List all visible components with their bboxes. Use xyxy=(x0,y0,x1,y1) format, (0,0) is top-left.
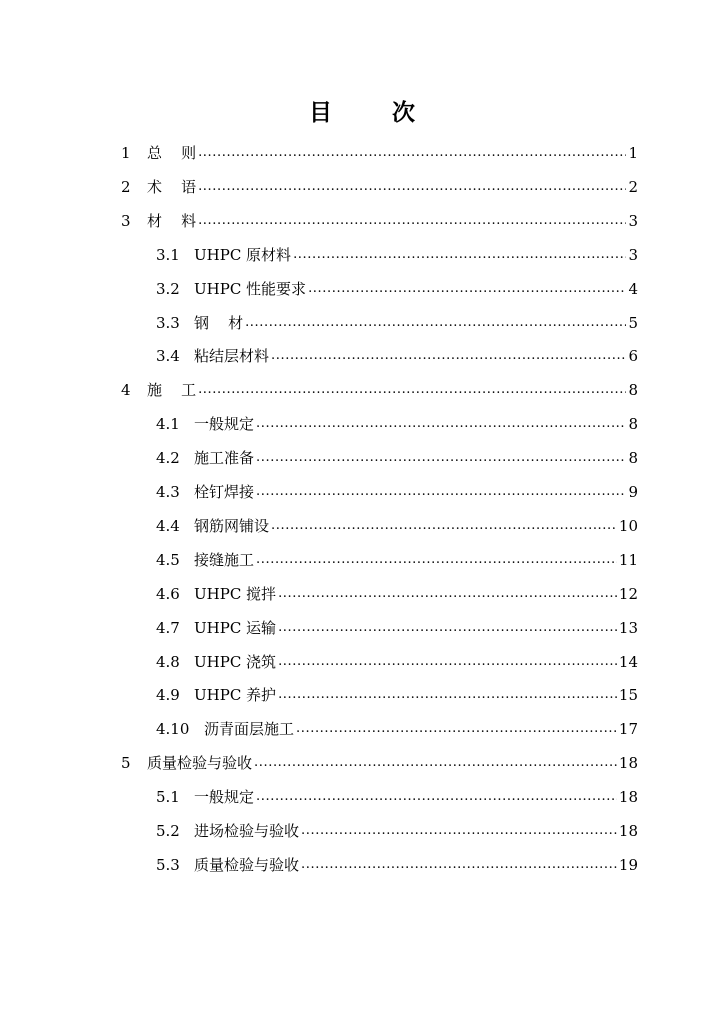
toc-entry[interactable] xyxy=(156,645,638,679)
toc-entry-title: UHPC 养护 xyxy=(194,686,277,705)
toc-entry-number: 5.1 xyxy=(156,788,180,807)
toc-entry[interactable] xyxy=(156,509,638,543)
toc-dot-leader xyxy=(198,136,626,170)
toc-dot-leader xyxy=(245,306,626,340)
toc-dot-leader xyxy=(256,407,626,441)
toc-entry-number: 4.8 xyxy=(156,652,180,671)
toc-dot-leader xyxy=(296,712,617,746)
toc-dot-leader xyxy=(278,678,617,712)
toc-entry-title: UHPC 原材料 xyxy=(194,245,292,264)
toc-dot-leader xyxy=(256,780,617,814)
page-title: 目 次 xyxy=(308,99,441,126)
toc-entry-title: UHPC 运输 xyxy=(194,618,277,637)
toc-dot-leader xyxy=(278,645,617,679)
toc-entry-number: 5.2 xyxy=(156,822,180,840)
toc-entry-number: 4.2 xyxy=(156,449,180,468)
toc-entry-number: 3.2 xyxy=(156,279,180,298)
toc-entry[interactable] xyxy=(121,373,638,407)
toc-entry-number: 3.1 xyxy=(156,245,180,264)
toc-entry-title: 总 则 xyxy=(147,144,197,162)
toc-entry-number: 4.5 xyxy=(156,550,180,569)
toc-entry-title: UHPC 浇筑 xyxy=(194,652,277,671)
toc-entry-page-number: 17 xyxy=(618,720,638,739)
toc-entry[interactable] xyxy=(121,204,638,238)
toc-entry[interactable] xyxy=(156,712,638,746)
toc-entry-number: 2 xyxy=(121,177,131,196)
toc-entry-page-number: 5 xyxy=(628,313,638,332)
toc-entry[interactable] xyxy=(156,339,638,373)
toc-entry-title: 材 料 xyxy=(147,211,197,230)
toc-entry[interactable] xyxy=(156,814,638,848)
toc-entry-number: 4.10 xyxy=(156,720,190,739)
toc-entry[interactable] xyxy=(156,475,638,509)
toc-entry-title: 质量检验与验收 xyxy=(147,754,253,773)
toc-entry-title: 质量检验与验收 xyxy=(194,855,300,874)
toc-dot-leader xyxy=(301,814,617,848)
toc-entry-title: 钢筋网铺设 xyxy=(194,516,270,535)
toc-entry[interactable] xyxy=(156,238,638,272)
toc-entry[interactable] xyxy=(156,780,638,814)
toc-entry-number: 3 xyxy=(121,211,131,230)
toc-entry-title: 接缝施工 xyxy=(194,550,255,569)
toc-entry[interactable] xyxy=(156,272,638,306)
toc-entry-number: 4.3 xyxy=(156,483,180,501)
toc-dot-leader xyxy=(293,238,626,272)
toc-dot-leader xyxy=(271,509,617,543)
toc-entry-title: UHPC 性能要求 xyxy=(194,279,307,298)
toc-entry-number: 4 xyxy=(121,381,131,400)
toc-entry-title: 粘结层材料 xyxy=(194,347,270,366)
toc-entry-page-number: 18 xyxy=(618,822,638,840)
toc-dot-leader xyxy=(271,339,626,373)
toc-entry-number: 3.4 xyxy=(156,347,180,366)
toc-dot-leader xyxy=(301,848,617,882)
toc-entry-number: 4.4 xyxy=(156,516,180,535)
toc-entry-page-number: 4 xyxy=(628,279,638,298)
toc-entry[interactable] xyxy=(121,136,638,170)
toc-dot-leader xyxy=(198,204,626,238)
toc-dot-leader xyxy=(278,577,617,611)
toc-entry[interactable] xyxy=(156,407,638,441)
toc-entry-page-number: 6 xyxy=(628,347,638,366)
toc-entry-page-number: 8 xyxy=(628,381,638,400)
toc-entry-title: 进场检验与验收 xyxy=(194,822,300,840)
toc-entry-number: 4.1 xyxy=(156,415,180,434)
toc-entry-page-number: 18 xyxy=(618,788,638,807)
toc-entry-page-number: 14 xyxy=(618,652,638,671)
toc-entry-title: 一般规定 xyxy=(194,788,255,807)
toc-entry[interactable] xyxy=(121,746,638,780)
toc-entry-page-number: 12 xyxy=(618,584,638,603)
toc-entry-page-number: 3 xyxy=(628,245,638,264)
toc-entry-title: 沥青面层施工 xyxy=(204,720,295,739)
toc-entry-title: UHPC 搅拌 xyxy=(194,584,277,603)
toc-entry-title: 栓钉焊接 xyxy=(194,483,255,501)
toc-entry-page-number: 9 xyxy=(628,483,638,501)
toc-entry-title: 施工准备 xyxy=(194,449,255,468)
toc-entry-page-number: 15 xyxy=(618,686,638,705)
toc-dot-leader xyxy=(198,373,626,407)
toc-entry-title: 术 语 xyxy=(147,177,197,196)
toc-dot-leader xyxy=(256,543,617,577)
toc-entry-page-number: 8 xyxy=(628,415,638,434)
toc-entry-page-number: 11 xyxy=(618,550,638,569)
toc-entry-page-number: 3 xyxy=(628,211,638,230)
toc-entry[interactable] xyxy=(121,170,638,204)
toc-entry-page-number: 18 xyxy=(618,754,638,773)
toc-dot-leader xyxy=(278,611,617,645)
toc-dot-leader xyxy=(256,475,626,509)
toc-dot-leader xyxy=(308,272,626,306)
toc-entry[interactable] xyxy=(156,848,638,882)
toc-entry[interactable] xyxy=(156,611,638,645)
toc-entry[interactable] xyxy=(156,577,638,611)
toc-entry-number: 5 xyxy=(121,754,131,773)
toc-entry-number: 4.9 xyxy=(156,686,180,705)
toc-entry[interactable] xyxy=(156,678,638,712)
toc-entry-title: 施 工 xyxy=(147,381,197,400)
toc-entry-title: 一般规定 xyxy=(194,415,255,434)
toc-entry-number: 1 xyxy=(121,144,131,162)
toc-entry-page-number: 13 xyxy=(618,618,638,637)
toc-entry[interactable] xyxy=(156,306,638,340)
toc-dot-leader xyxy=(254,746,617,780)
toc-entry-page-number: 2 xyxy=(628,177,638,196)
toc-entry[interactable] xyxy=(156,543,638,577)
toc-entry[interactable] xyxy=(156,441,638,475)
toc-entry-number: 3.3 xyxy=(156,313,180,332)
toc-entry-title: 钢 材 xyxy=(194,313,244,332)
toc-dot-leader xyxy=(198,170,626,204)
toc-entry-page-number: 1 xyxy=(628,144,638,162)
toc-entry-number: 5.3 xyxy=(156,855,180,874)
toc-entry-number: 4.7 xyxy=(156,618,180,637)
toc-entry-page-number: 10 xyxy=(618,516,638,535)
toc-entry-page-number: 8 xyxy=(628,449,638,468)
toc-entry-page-number: 19 xyxy=(618,855,638,874)
toc-dot-leader xyxy=(256,441,626,475)
toc-entry-number: 4.6 xyxy=(156,584,180,603)
